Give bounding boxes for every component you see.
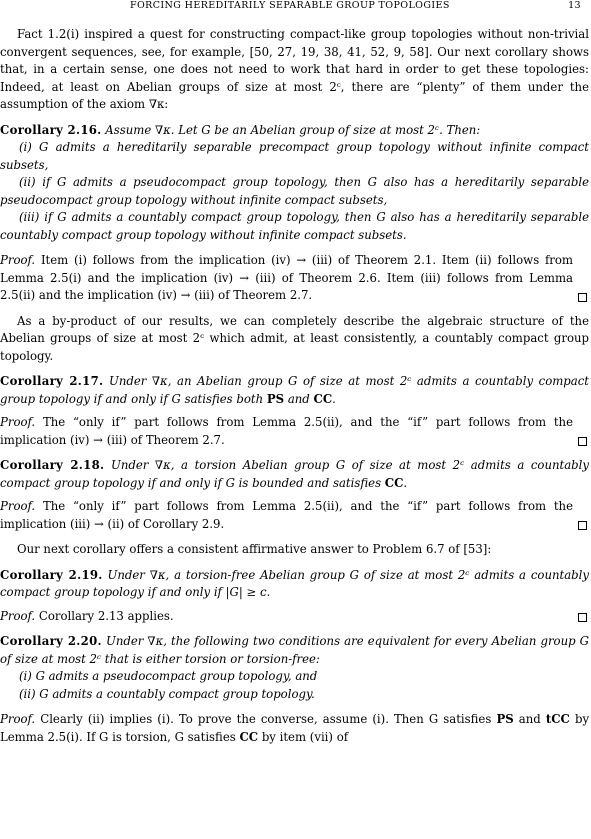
corollary-2-20 bbox=[0, 633, 589, 668]
ps-property: PS bbox=[266, 391, 285, 406]
proof-text: Clearly (ii) implies (i). To prove the converse, assume (i). Then G satisfies bbox=[40, 712, 492, 726]
proof-2-17 bbox=[0, 414, 589, 449]
corollary-item: (i) G admits a hereditarily separable precompact group topology without infinite compact subsets, bbox=[0, 140, 589, 172]
proof-label: Proof. bbox=[0, 608, 36, 623]
proof-text: by Lemma 2.5(i). If G is torsion, G satisfies bbox=[0, 712, 590, 744]
running-title: FORCING HEREDITARILY SEPARABLE GROUP TOPOLOGIES bbox=[130, 0, 450, 11]
page-number: 13 bbox=[568, 0, 581, 11]
corollary-statement: Assume ∇κ. Let G be an Abelian group of size at most 2ᶜ. Then: bbox=[105, 122, 481, 137]
proof-text: Corollary 2.13 applies. bbox=[38, 608, 174, 623]
proof-2-16 bbox=[0, 252, 589, 305]
running-header bbox=[0, 0, 591, 16]
corollary-item: (ii) G admits a countably compact group topology. bbox=[19, 686, 315, 701]
body-text bbox=[0, 26, 589, 746]
statement-end: . bbox=[403, 475, 408, 490]
corollary-statement: Under ∇κ, an Abelian group G of size at most 2ᶜ admits a countably compact group topology if and only if G satisfies both bbox=[0, 374, 590, 406]
byproduct-paragraph: As a by-product of our results, we can completely describe the algebraic structure of the Abelian groups of size at most 2ᶜ which admit, at least consistently, a countably compact group topology. bbox=[0, 313, 589, 363]
next-corollary-paragraph: Our next corollary offers a consistent affirmative answer to Problem 6.7 of [53]: bbox=[17, 542, 492, 556]
proof-text: by item (vii) of bbox=[261, 729, 349, 744]
and-word: and bbox=[287, 391, 310, 406]
cc-property: CC bbox=[384, 475, 404, 490]
corollary-label: Corollary 2.19. bbox=[0, 567, 103, 582]
corollary-label: Corollary 2.20. bbox=[0, 634, 102, 648]
corollary-statement: Under ∇κ, a torsion Abelian group G of size at most 2ᶜ admits a countably compact group topology if and only if G is bounded and satisfies bbox=[0, 458, 590, 490]
and-word: and bbox=[518, 712, 541, 726]
statement-end: . bbox=[332, 391, 336, 406]
ps-property: PS bbox=[496, 712, 514, 726]
corollary-2-18 bbox=[0, 457, 589, 492]
corollary-label: Corollary 2.16. bbox=[0, 122, 102, 137]
corollary-statement: Under ∇κ, a torsion-free Abelian group G of size at most 2ᶜ admits a countably compact group topology if and only if |G| ≥ ᴄ. bbox=[0, 567, 589, 599]
corollary-label: Corollary 2.17. bbox=[0, 374, 104, 388]
proof-2-18 bbox=[0, 498, 589, 533]
corollary-item: (iii) if G admits a countably compact group topology, then G also has a hereditarily separable countably compact group topology without infinite compact subsets. bbox=[0, 210, 589, 242]
qed-icon bbox=[578, 293, 587, 302]
corollary-item: (i) G admits a pseudocompact group topology, and bbox=[19, 669, 318, 683]
cc-property: CC bbox=[239, 729, 259, 744]
corollary-label: Corollary 2.18. bbox=[0, 458, 105, 472]
corollary-2-16 bbox=[0, 122, 589, 140]
proof-label: Proof. bbox=[0, 415, 36, 429]
proof-text: The “only if” part follows from Lemma 2.5(ii), and the “if” part follows from the implication (iv) → (iii) of Theorem 2.7. bbox=[0, 415, 573, 447]
proof-2-20 bbox=[0, 711, 589, 746]
qed-icon bbox=[578, 437, 587, 446]
proof-label: Proof. bbox=[0, 712, 36, 726]
proof-label: Proof. bbox=[0, 253, 36, 267]
qed-icon bbox=[578, 613, 587, 622]
proof-text: Item (i) follows from the implication (iv) → (iii) of Theorem 2.1. Item (ii) follows from Lemma 2.5(i) and the implication (iv) → (iii) of Theorem 2.6. Item (iii) follows from Lemma 2.5(ii) and the implication (iv) → (iii) of Theorem 2.7. bbox=[0, 253, 573, 302]
intro-paragraph: Fact 1.2(i) inspired a quest for constructing compact-like group topologies without non-trivial convergent sequences, see, for example, [50, 27, 19, 38, 41, 52, 9, 58]. Our next corollary shows that, in a certain sense, one does not need to work that hard in order to get these topologies: Indeed, at least on Abelian groups of size at most 2ᶜ, there are “plenty” of them under the assumption of the axiom ∇κ: bbox=[0, 27, 589, 111]
corollary-statement: Under ∇κ, the following two conditions are equivalent for every Abelian group G of size at most 2ᶜ that is either torsion or torsion-free: bbox=[0, 634, 590, 666]
proof-text: The “only if” part follows from Lemma 2.5(ii), and the “if” part follows from the implication (iii) → (ii) of Corollary 2.9. bbox=[0, 499, 573, 531]
proof-2-19 bbox=[0, 608, 589, 626]
cc-property: CC bbox=[313, 391, 333, 406]
corollary-item: (ii) if G admits a pseudocompact group topology, then G also has a hereditarily separable pseudocompact group topology without infinite compact subsets, bbox=[0, 175, 589, 207]
corollary-2-19 bbox=[0, 567, 589, 602]
qed-icon bbox=[578, 521, 587, 530]
proof-label: Proof. bbox=[0, 499, 36, 513]
corollary-2-17 bbox=[0, 373, 589, 408]
tcc-property: tCC bbox=[545, 712, 570, 726]
